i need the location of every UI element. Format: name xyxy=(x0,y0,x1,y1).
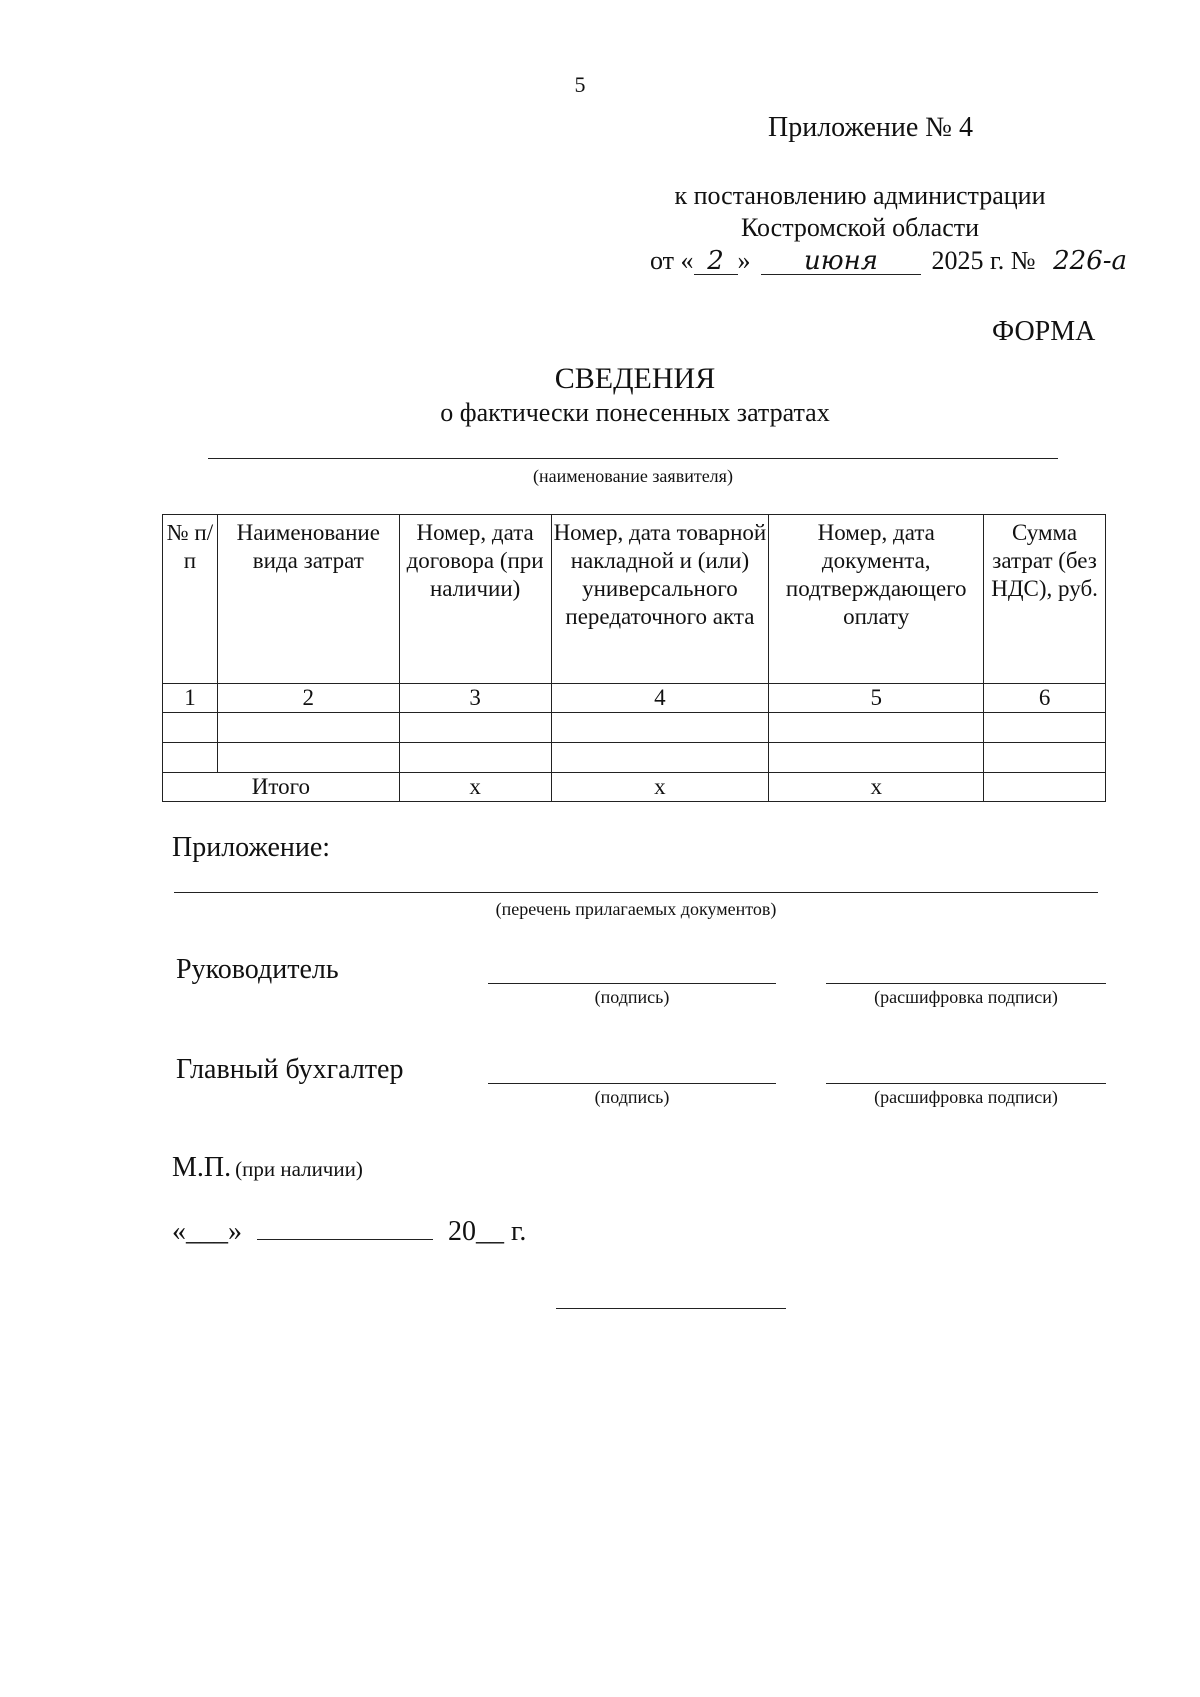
end-divider xyxy=(556,1308,786,1309)
signature-decode-line xyxy=(826,1083,1106,1084)
applicant-name-line xyxy=(208,458,1058,459)
header-cell-invoice: Номер, дата товарной накладной и (или) универсального передаточного акта xyxy=(551,515,769,684)
signature-caption: (подпись) xyxy=(594,987,670,1007)
date-prefix: от « xyxy=(650,246,694,275)
total-mark: x xyxy=(551,773,769,802)
handwritten-month: июня xyxy=(761,248,921,275)
table-cell xyxy=(163,743,218,773)
signature-decode-caption: (расшифровка подписи) xyxy=(874,1087,1058,1107)
table-cell xyxy=(217,743,399,773)
order-reference-line1: к постановлению администрации xyxy=(674,181,1046,210)
footer-date-year: 20__ г. xyxy=(448,1216,527,1247)
table-cell xyxy=(551,713,769,743)
column-number-row xyxy=(163,684,1106,713)
document-title: СВЕДЕНИЯ xyxy=(554,362,716,395)
header-cell-payment-doc: Номер, дата документа, подтверждающего оплату xyxy=(769,515,984,684)
header-cell-amount: Сумма затрат (без НДС), руб. xyxy=(984,515,1106,684)
footer-date-day: «___» xyxy=(172,1216,242,1247)
total-mark: x xyxy=(769,773,984,802)
date-year: 2025 г. № xyxy=(931,246,1036,275)
column-number: 6 xyxy=(984,684,1106,713)
attachment-label: Приложение: xyxy=(172,832,331,863)
column-number: 3 xyxy=(399,684,551,713)
applicant-caption: (наименование заявителя) xyxy=(533,466,733,486)
table-cell xyxy=(217,713,399,743)
signature-line xyxy=(488,983,776,984)
table-cell xyxy=(399,713,551,743)
table-cell xyxy=(551,743,769,773)
signature-decode-line xyxy=(826,983,1106,984)
header-cell-contract: Номер, дата договора (при наличии) xyxy=(399,515,551,684)
order-reference xyxy=(600,180,1120,244)
table-cell xyxy=(769,713,984,743)
total-row xyxy=(163,773,1106,802)
table-cell xyxy=(984,713,1106,743)
table-cell xyxy=(769,743,984,773)
appendix-title: Приложение № 4 xyxy=(768,112,973,143)
total-mark: x xyxy=(399,773,551,802)
stamp-label: М.П. xyxy=(172,1152,232,1183)
signature-line xyxy=(488,1083,776,1084)
stamp-note: (при наличии) xyxy=(235,1157,363,1181)
total-amount-cell xyxy=(984,773,1106,802)
attachment-caption: (перечень прилагаемых документов) xyxy=(495,899,777,919)
header-cell-cost-type: Наименование вида затрат xyxy=(217,515,399,684)
footer-date-month-line xyxy=(257,1217,433,1240)
table-row xyxy=(163,713,1106,743)
order-date-line xyxy=(650,246,1138,276)
date-close: » xyxy=(737,246,751,275)
form-label: ФОРМА xyxy=(992,316,1096,347)
signature-caption: (подпись) xyxy=(594,1087,670,1107)
table-row xyxy=(163,743,1106,773)
document-subtitle: о фактически понесенных затратах xyxy=(440,398,830,427)
costs-table xyxy=(162,514,1106,802)
total-label: Итого xyxy=(163,773,400,802)
signature-role-accountant: Главный бухгалтер xyxy=(176,1054,404,1085)
table-header-row xyxy=(163,515,1106,684)
handwritten-day: 2 xyxy=(694,248,738,275)
column-number: 4 xyxy=(551,684,769,713)
signature-role-head: Руководитель xyxy=(176,954,339,985)
stamp-line xyxy=(172,1152,363,1184)
footer-date xyxy=(172,1216,526,1248)
table-cell xyxy=(399,743,551,773)
order-reference-line2: Костромской области xyxy=(740,213,980,242)
handwritten-order-number: 226-а xyxy=(1053,246,1128,276)
attachment-line xyxy=(174,892,1098,893)
signature-decode-caption: (расшифровка подписи) xyxy=(874,987,1058,1007)
header-cell-number: № п/п xyxy=(163,515,218,684)
column-number: 2 xyxy=(217,684,399,713)
table-cell xyxy=(984,743,1106,773)
table-cell xyxy=(163,713,218,743)
page-number: 5 xyxy=(574,72,586,97)
column-number: 1 xyxy=(163,684,218,713)
column-number: 5 xyxy=(769,684,984,713)
